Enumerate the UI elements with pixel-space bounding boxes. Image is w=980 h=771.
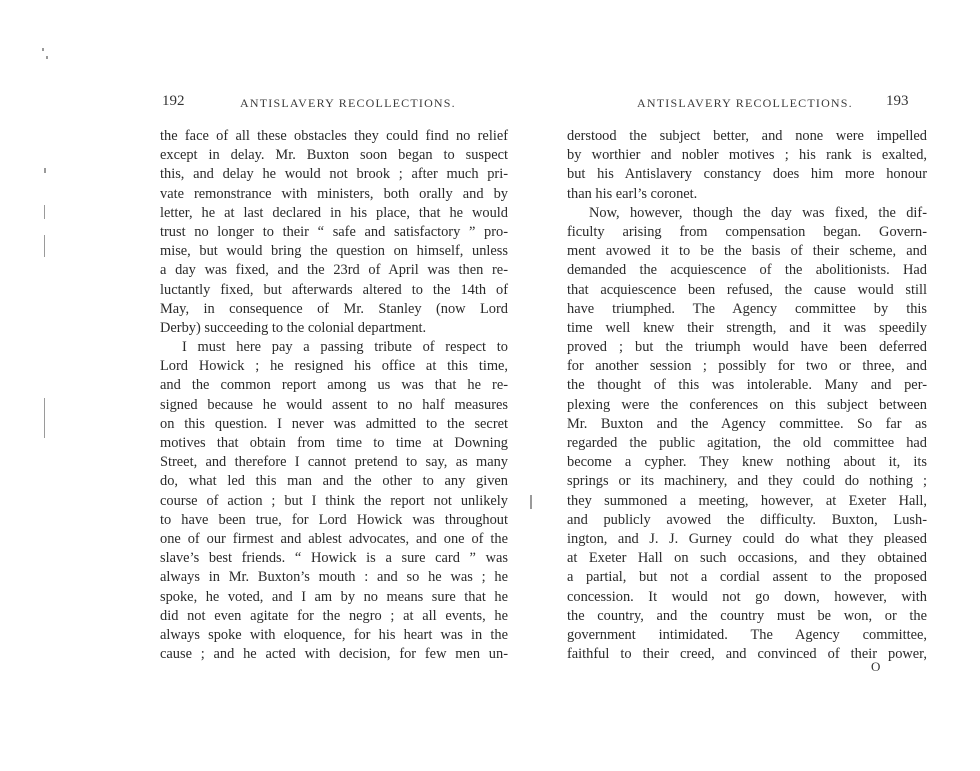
- text-line: did not even agitate for the negro ; at all events, he: [160, 607, 508, 624]
- text-line: than his earl’s coronet.: [567, 185, 698, 202]
- body-text: [567, 127, 927, 664]
- text-line: ment avowed it to be the basis of their scheme, and: [567, 243, 927, 260]
- text-line: vate remonstrance with ministers, both orally and by: [160, 185, 508, 202]
- text-line: I must here pay a passing tribute of respect to: [182, 339, 508, 356]
- running-header: ANTISLAVERY RECOLLECTIONS.: [637, 96, 853, 110]
- text-line: plexing were the conferences on this subject between: [567, 396, 927, 413]
- text-line: concession. It would not go down, however, with: [567, 588, 927, 605]
- text-line: and the common report among us was that he re-: [160, 377, 508, 394]
- scan-mark: [530, 495, 532, 509]
- text-line: and publicly avowed the difficulty. Buxton, Lush-: [567, 511, 927, 528]
- text-line: Derby) succeeding to the colonial department.: [160, 319, 427, 336]
- text-line: this, and delay he would not brook ; after much pri-: [160, 166, 508, 183]
- text-line: by worthier and nobler motives ; his rank is exalted,: [567, 147, 927, 164]
- text-line: springs or its machinery, and they could do nothing ;: [567, 473, 927, 490]
- text-line: faithful to their creed, and convinced of their power,: [567, 646, 927, 663]
- text-line: a day was fixed, and the 23rd of April was then re-: [160, 262, 508, 279]
- text-line: the thought of this was intolerable. Many and per-: [567, 377, 927, 394]
- page-number: 192: [162, 93, 185, 109]
- text-line: proved ; but the triumph would have been deferred: [567, 339, 927, 356]
- text-line: Now, however, though the day was fixed, the dif-: [589, 204, 927, 221]
- text-line: that acquiescence been refused, the cause would still: [567, 281, 927, 298]
- text-line: regarded the public agitation, the old committee had: [567, 435, 927, 451]
- text-line: on this question. I never was admitted to the secret: [160, 415, 508, 432]
- text-line: ficulty arising from compensation began. Govern-: [567, 223, 927, 240]
- text-line: do, what led this man and the other to any given: [160, 473, 508, 490]
- text-line: course of action ; but I think the report not unlikely: [160, 492, 508, 509]
- text-line: signed because he would assent to no half measures: [160, 396, 508, 413]
- text-line: always in Mr. Buxton’s mouth : and so he was ; he: [160, 569, 508, 586]
- text-line: always spoke with eloquence, for his heart was in the: [160, 626, 508, 643]
- text-line: for another session ; possibly for two or three, and: [567, 358, 927, 375]
- text-line: one of our firmest and ablest advocates, and one of the: [160, 530, 508, 547]
- page-number: 193: [886, 93, 909, 109]
- text-line: a partial, but not a cordial assent to the proposed: [567, 569, 927, 586]
- text-line: luctantly fixed, but afterwards altered to the 14th of: [160, 281, 508, 298]
- running-header: ANTISLAVERY RECOLLECTIONS.: [240, 96, 456, 110]
- text-line: the face of all these obstacles they could find no relief: [160, 128, 508, 144]
- text-line: Street, and therefore I cannot pretend to say, as many: [160, 454, 508, 471]
- text-line: government intimidated. The Agency committee,: [567, 626, 927, 643]
- text-line: May, in consequence of Mr. Stanley (now Lord: [160, 300, 508, 317]
- text-line: demanded the acquiescence of the abolitionists. Had: [567, 262, 927, 279]
- text-line: spoke, he voted, and I am by no means sure that he: [160, 588, 508, 605]
- text-line: except in delay. Mr. Buxton soon began to suspect: [160, 147, 508, 164]
- text-line: cause ; and he acted with decision, for few men un-: [160, 646, 508, 663]
- right-page: [540, 0, 980, 771]
- text-line: letter, he at last declared in his place, that he would: [160, 204, 508, 221]
- signature-mark: O: [871, 659, 881, 674]
- text-line: the country, and the country must be won, or the: [567, 607, 927, 624]
- text-line: Mr. Buxton and the Agency committee. So far as: [567, 415, 927, 432]
- text-line: to have been true, for Lord Howick was throughout: [160, 511, 508, 528]
- text-line: have triumphed. The Agency committee by this: [567, 300, 927, 317]
- text-line: become a cypher. They knew nothing about it, its: [567, 454, 927, 471]
- text-line: slave’s best friends. “ Howick is a sure card ” was: [160, 550, 508, 567]
- text-line: ington, and J. J. Gurney could do what they pleased: [567, 530, 927, 547]
- body-text: [160, 127, 508, 664]
- text-line: motives that obtain from time to time at Downing: [160, 435, 508, 451]
- text-line: trust no longer to their “ safe and satisfactory ” pro-: [160, 223, 508, 240]
- text-line: Lord Howick ; he resigned his office at this time,: [160, 358, 508, 375]
- text-line: derstood the subject better, and none were impelled: [567, 128, 927, 144]
- text-line: but his Antislavery constancy does him more honour: [567, 166, 927, 183]
- text-line: time well knew their strength, and it was speedily: [567, 319, 927, 336]
- text-line: they summoned a meeting, however, at Exeter Hall,: [567, 492, 927, 509]
- text-line: mise, but would bring the question on himself, unless: [160, 243, 508, 260]
- text-line: at Exeter Hall on such occasions, and they obtained: [567, 550, 927, 567]
